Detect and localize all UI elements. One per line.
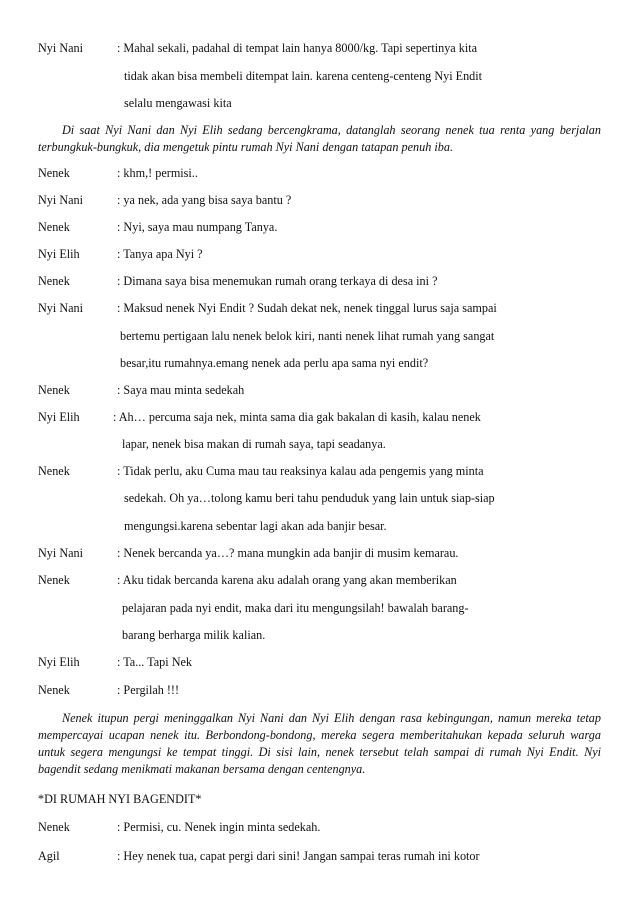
dialogue-text: sedekah. Oh ya…tolong kamu beri tahu penduduk yang lain untuk siap-siap — [124, 491, 495, 505]
narrative-paragraph — [38, 710, 601, 778]
dialogue-text: tidak akan bisa membeli ditempat lain. karena centeng-centeng Nyi Endit — [124, 69, 483, 83]
speaker-name: Nenek — [38, 166, 70, 180]
dialogue-text: : Saya mau minta sedekah — [117, 383, 245, 397]
dialogue-text: mengungsi.karena sebentar lagi akan ada banjir besar. — [124, 519, 387, 533]
dialogue-text: lapar, nenek bisa makan di rumah saya, tapi seadanya. — [122, 437, 386, 451]
dialogue-text: : Permisi, cu. Nenek ingin minta sedekah. — [117, 820, 321, 834]
dialogue-text: : Nenek bercanda ya…? mana mungkin ada banjir di musim kemarau. — [117, 546, 459, 560]
speaker-name: Nenek — [38, 274, 70, 288]
dialogue-text: : Tidak perlu, aku Cuma mau tau reaksinya kalau ada pengemis yang minta — [117, 464, 484, 478]
paragraph-text: Di saat Nyi Nani dan Nyi Elih sedang bercengkrama, datanglah seorang nenek tua renta yang berjalan terbungkuk-bungkuk, dia mengetuk pintu rumah Nyi Nani dengan tatapan penuh iba. — [38, 123, 601, 154]
dialogue-text: : Mahal sekali, padahal di tempat lain hanya 8000/kg. Tapi sepertinya kita — [117, 41, 478, 55]
dialogue-text: : khm,! permisi.. — [117, 166, 198, 180]
dialogue-text: : Tanya apa Nyi ? — [117, 247, 203, 261]
dialogue-text: : Ta... Tapi Nek — [117, 655, 193, 669]
dialogue-text: bertemu pertigaan lalu nenek belok kiri, nanti nenek lihat rumah yang sangat — [120, 329, 495, 343]
speaker-name: Nenek — [38, 683, 70, 697]
speaker-name: Nyi Elih — [38, 247, 80, 261]
dialogue-text: : Aku tidak bercanda karena aku adalah orang yang akan memberikan — [117, 573, 457, 587]
speaker-name: Nyi Elih — [38, 655, 80, 669]
speaker-name: Nenek — [38, 820, 70, 834]
narrative-paragraph — [38, 122, 601, 156]
dialogue-text: : Hey nenek tua, capat pergi dari sini! Jangan sampai teras rumah ini kotor — [117, 849, 480, 863]
speaker-name: Agil — [38, 849, 60, 863]
paragraph-text: Nenek itupun pergi meninggalkan Nyi Nani dan Nyi Elih dengan rasa kebingungan, namun mereka tetap mempercayai ucapan nenek itu. Berbondong-bondong, mereka segera memberitahukan kepada seluruh warga untuk segera mengungsi ke tempat tinggi. Di sisi lain, nenek tersebut telah sampai di rumah Nyi Endit. Nyi bagendit sedang menikmati makanan bersama dengan centengnya. — [38, 711, 601, 776]
speaker-name: Nyi Nani — [38, 41, 84, 55]
dialogue-text: : Nyi, saya mau numpang Tanya. — [117, 220, 278, 234]
speaker-name: Nyi Elih — [38, 410, 80, 424]
dialogue-text: : Maksud nenek Nyi Endit ? Sudah dekat nek, nenek tinggal lurus saja sampai — [117, 301, 497, 315]
dialogue-text: : ya nek, ada yang bisa saya bantu ? — [117, 193, 292, 207]
scene-heading: *DI RUMAH NYI BAGENDIT* — [38, 792, 202, 806]
speaker-name: Nyi Nani — [38, 546, 84, 560]
dialogue-text: barang berharga milik kalian. — [122, 628, 266, 642]
dialogue-text: besar,itu rumahnya.emang nenek ada perlu apa sama nyi endit? — [120, 356, 429, 370]
dialogue-text: : Dimana saya bisa menemukan rumah orang terkaya di desa ini ? — [117, 274, 438, 288]
speaker-name: Nenek — [38, 464, 70, 478]
dialogue-text: selalu mengawasi kita — [124, 96, 232, 110]
speaker-name: Nenek — [38, 220, 70, 234]
dialogue-text: pelajaran pada nyi endit, maka dari itu mengungsilah! bawalah barang- — [122, 601, 469, 615]
speaker-name: Nenek — [38, 383, 70, 397]
dialogue-text: : Pergilah !!! — [117, 683, 180, 697]
speaker-name: Nyi Nani — [38, 301, 84, 315]
dialogue-text: : Ah… percuma saja nek, minta sama dia gak bakalan di kasih, kalau nenek — [113, 410, 481, 424]
speaker-name: Nyi Nani — [38, 193, 84, 207]
speaker-name: Nenek — [38, 573, 70, 587]
